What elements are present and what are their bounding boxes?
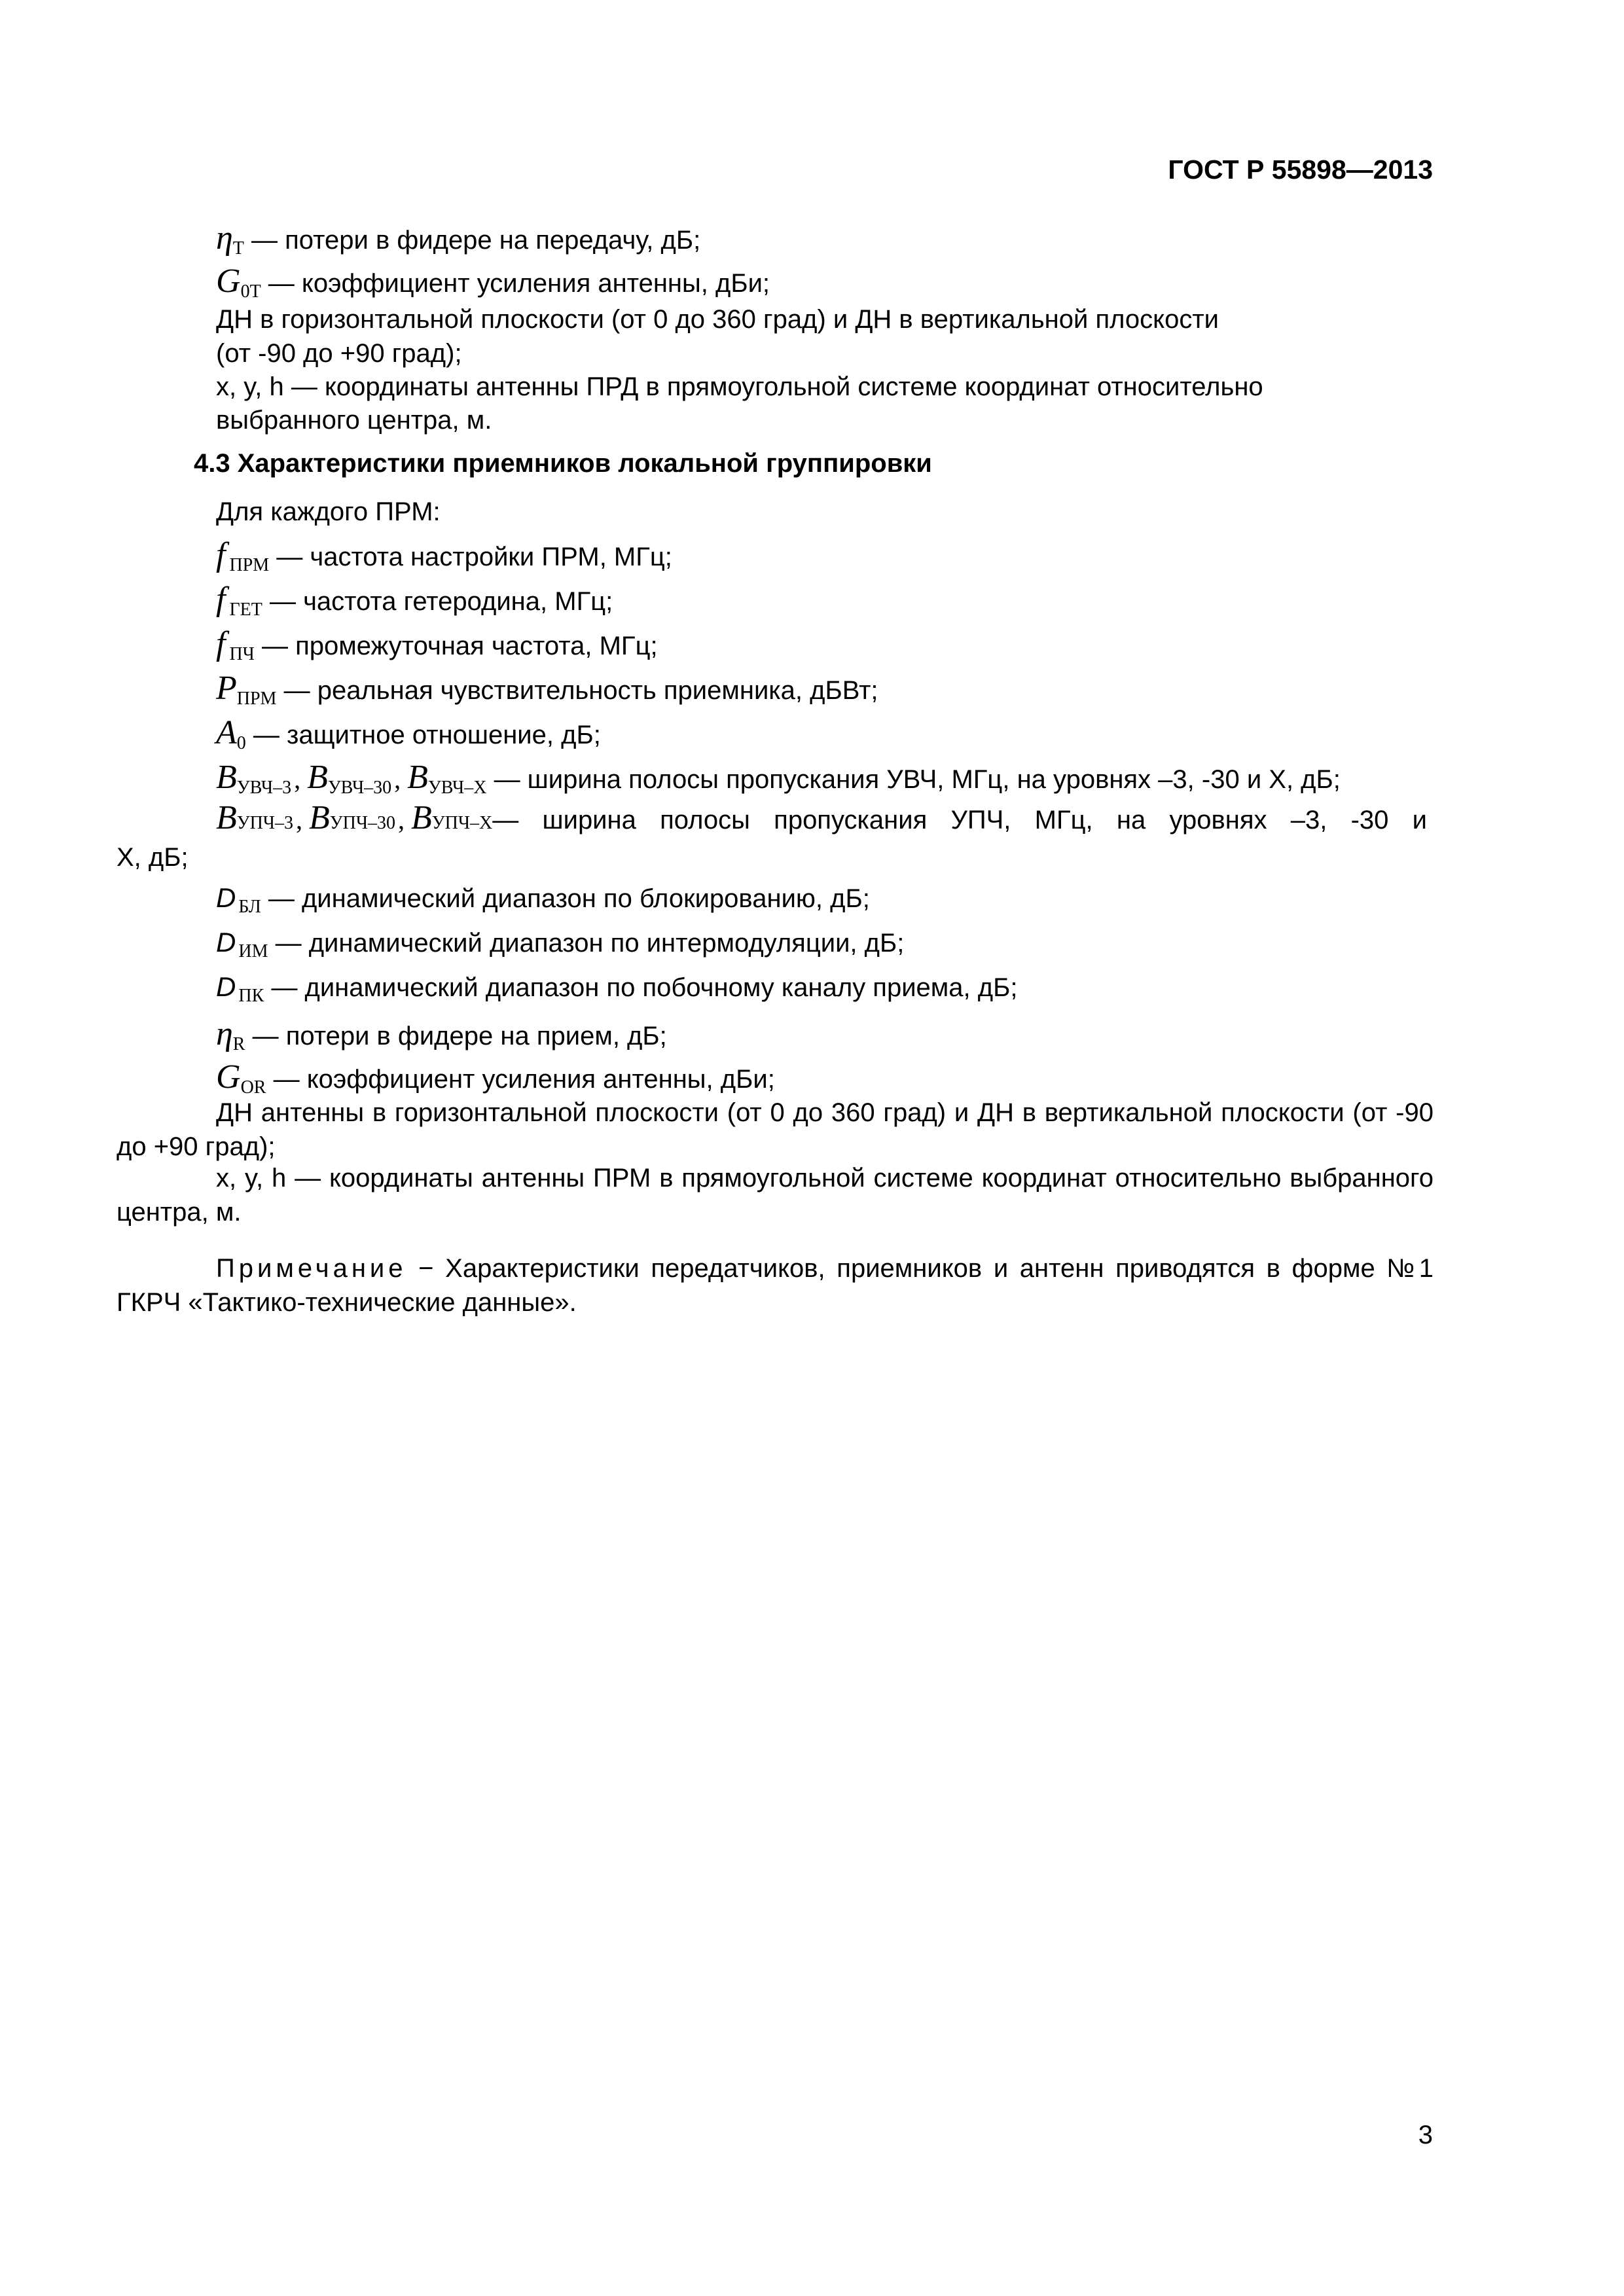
section-heading: 4.3 Характеристики приемников локальной группировки [194, 449, 932, 478]
b-upch-line: B УПЧ–3 , B УПЧ–30 , B УПЧ–X — ширина полосы пропускания УПЧ, МГц, на уровнях –3, -30 и [216, 799, 1427, 836]
f-prm-line: f $_{ПРМ}$ — частота настройки ПРМ, МГц; [216, 536, 672, 575]
rx-xyh-paragraph: x, y, h — координаты антенны ПРМ в прямоугольной системе координат относительно выбранного центра, м. [117, 1164, 1434, 1227]
f-pch-line: f $_{ПЧ}$ — промежуточная частота, МГц; [216, 625, 658, 664]
tx-xyh-line-1: x, y, h — координаты антенны ПРД в прямоугольной системе координат относительно [216, 372, 1263, 401]
tx-dn-line-2: (от -90 до +90 град); [216, 339, 462, 368]
tx-dn-line-1: ДН в горизонтальной плоскости (от 0 до 360 град) и ДН в вертикальной плоскости [216, 305, 1219, 334]
note-label: Примечание [216, 1254, 407, 1283]
d-bl-line: D $_{БЛ}$ — динамический диапазон по блокированию, дБ; [216, 882, 870, 917]
note-paragraph [117, 1251, 1434, 1319]
tx-xyh-line-2: выбранного центра, м. [216, 406, 492, 435]
g0r-line: $G_{OR}$ — коэффициент усиления антенны, дБи; [216, 1058, 775, 1098]
b-upch-continuation: X, дБ; [117, 843, 189, 872]
document-header: ГОСТ Р 55898—2013 [1168, 154, 1433, 185]
a0-line: $A_0$ — защитное отношение, дБ; [216, 714, 601, 753]
p-prm-line: $P_{ПРМ}$ — реальная чувствительность приемника, дБВт; [216, 670, 878, 709]
rx-dn-paragraph: ДН антенны в горизонтальной плоскости (от 0 до 360 град) и ДН в вертикальной плоскости (от -90 до +90 град); [117, 1098, 1434, 1161]
eta-t-line: $\eta_T$ — потери в фидере на передачу, дБ; [216, 219, 701, 259]
d-pk-line: D $_{ПК}$ — динамический диапазон по побочному каналу приема, дБ; [216, 971, 1018, 1006]
note-text: − Характеристики передатчиков, приемников и антенн приводятся в форме №1 ГКРЧ «Тактико-технические данные». [117, 1254, 1434, 1317]
receiver-intro: Для каждого ПРМ: [216, 497, 441, 526]
b-uvch-line: $B_{УВЧ-3}$ , $B_{УВЧ-30}$ , $B_{УВЧ-X}$ — ширина полосы пропускания УВЧ, МГц, на уровнях –3, -30 и X, дБ; [216, 759, 1341, 798]
d-im-line: D $_{ИМ}$ — динамический диапазон по интермодуляции, дБ; [216, 927, 905, 961]
eta-r-line: $\eta_R$ — потери в фидере на прием, дБ; [216, 1015, 667, 1054]
page-number: 3 [1418, 2121, 1433, 2149]
f-get-line: f $_{ГЕТ}$ — частота гетеродина, МГц; [216, 581, 613, 620]
g0t-line: $G_{0T}$ — коэффициент усиления антенны, дБи; [216, 262, 770, 302]
